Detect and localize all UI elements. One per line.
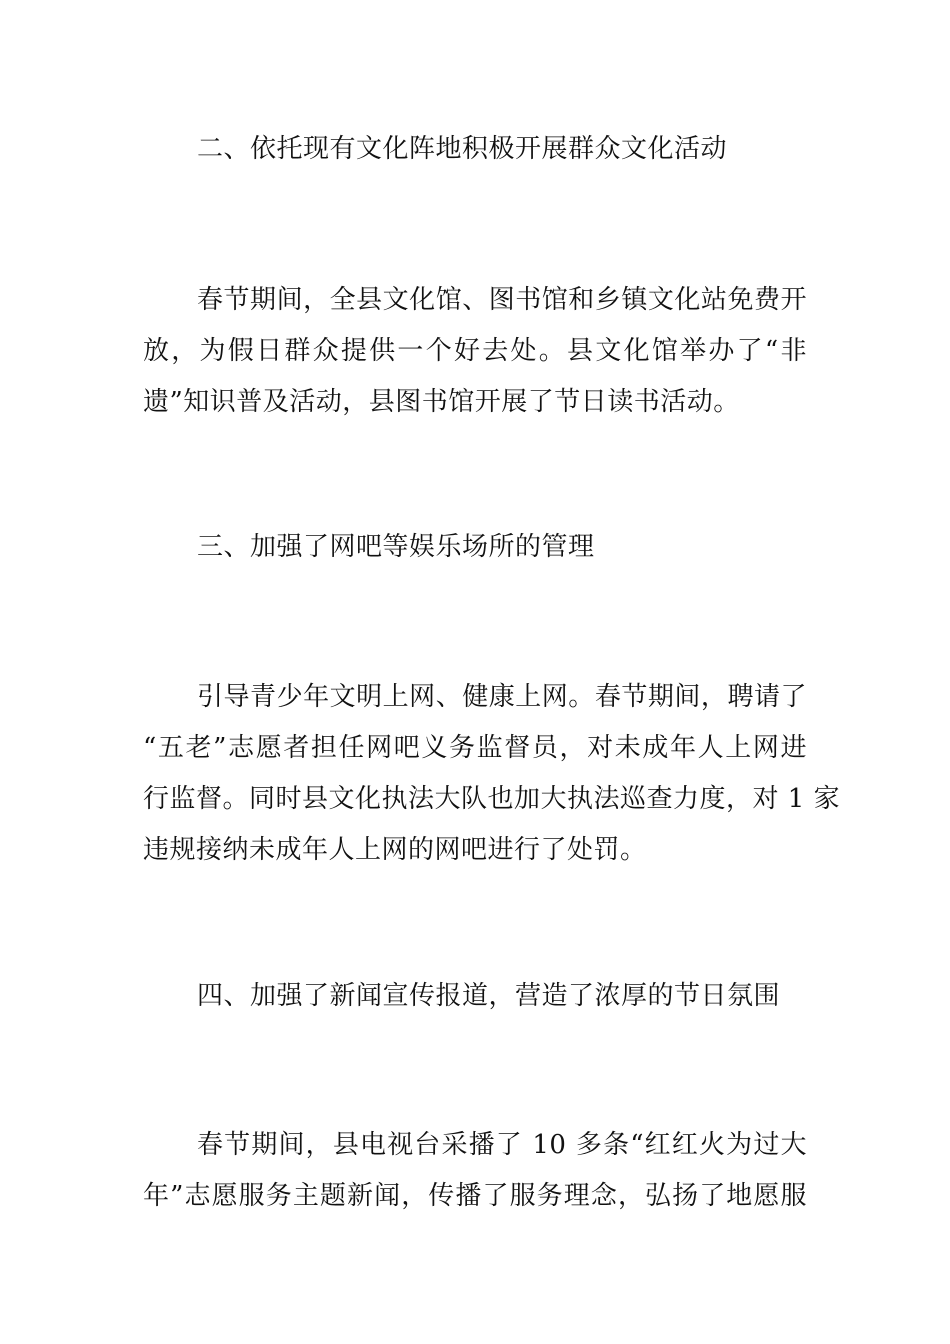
- section-heading-2: 二、依托现有文化阵地积极开展群众文化活动: [197, 134, 728, 164]
- paragraph-line: 年”志愿服务主题新闻，传播了服务理念，弘扬了地愿服: [143, 1181, 807, 1211]
- section-paragraph-4: [143, 1120, 807, 1222]
- paragraph-line: 行监督。同时县文化执法大队也加大执法巡查力度，对 1 家: [143, 784, 841, 814]
- section-heading-4: 四、加强了新闻宣传报道，营造了浓厚的节日氛围: [197, 981, 781, 1011]
- paragraph-line: 违规接纳未成年人上网的网吧进行了处罚。: [143, 835, 647, 865]
- paragraph-line: 春节期间，县电视台采播了 10 多条“红红火为过大: [197, 1130, 807, 1160]
- paragraph-line: 引导青少年文明上网、健康上网。春节期间，聘请了: [197, 682, 807, 712]
- section-heading-3: 三、加强了网吧等娱乐场所的管理: [197, 532, 595, 562]
- section-paragraph-3: [143, 672, 841, 876]
- paragraph-line: 春节期间，全县文化馆、图书馆和乡镇文化站免费开: [197, 285, 807, 315]
- section-paragraph-2: [143, 275, 807, 428]
- paragraph-line: 放，为假日群众提供一个好去处。县文化馆举办了“非: [143, 336, 807, 366]
- paragraph-line: 遗”知识普及活动，县图书馆开展了节日读书活动。: [143, 387, 740, 417]
- paragraph-line: “五老”志愿者担任网吧义务监督员，对未成年人上网进: [143, 733, 807, 763]
